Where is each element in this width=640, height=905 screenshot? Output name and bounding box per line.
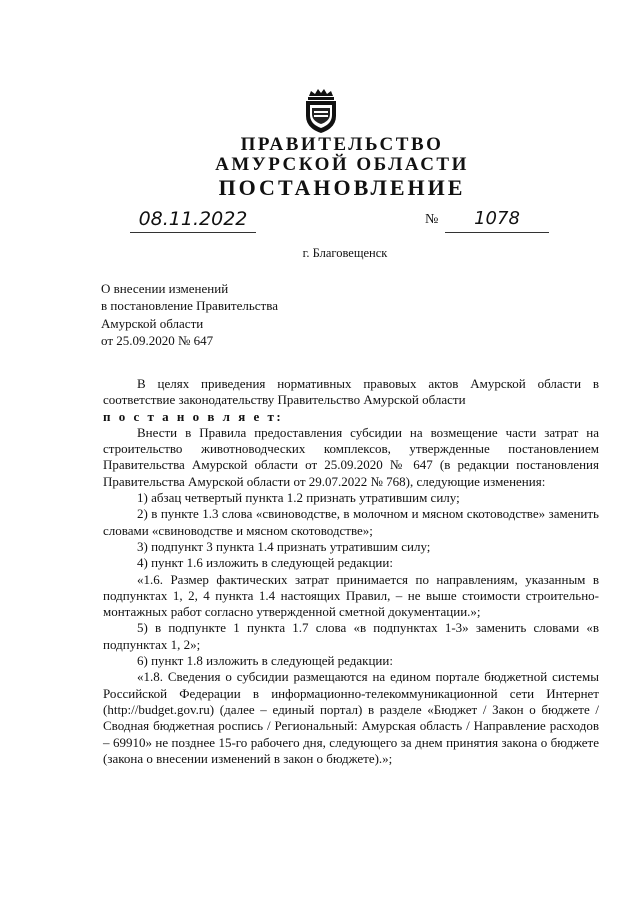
subject-line: в постановление Правительства <box>101 298 278 314</box>
city: г. Благовещенск <box>302 246 388 260</box>
document-number: 1078 <box>445 206 549 233</box>
main-paragraph: Внести в Правила предоставления субсидии на возмещение части затрат на строительство животноводческих комплексов, утвержденные постановлением Правительства Амурской области от 25.09.2020 № 647 (в редакции постановления Правительства Амурской области от 29.07.2022 № 768), следующие изменения: <box>103 424 599 489</box>
subject-line: О внесении изменений <box>101 281 229 296</box>
subject-line: от 25.09.2020 № 647 <box>101 332 214 348</box>
amendment-item-1: 1) абзац четвертый пункта 1.2 признать утратившим силу; <box>137 490 460 506</box>
document-type-title: ПОСТАНОВЛЕНИЕ <box>218 175 466 200</box>
document-date: 08.11.2022 <box>130 206 256 233</box>
intro-paragraph: В целях приведения нормативных правовых актов Амурской области в соответствие законодательству Правительство Амурской области <box>103 376 599 408</box>
coat-of-arms-icon <box>301 86 341 134</box>
org-line-1: ПРАВИТЕЛЬСТВО <box>240 134 444 155</box>
amendment-item-2: 2) в пункте 1.3 слова «свиноводстве, в молочном и мясном скотоводстве» заменить словами «свиноводстве и мясном скотоводстве»; <box>103 506 599 538</box>
amendment-item-6: 6) пункт 1.8 изложить в следующей редакции: <box>137 653 393 669</box>
decree-word: п о с т а н о в л я е т: <box>103 408 284 424</box>
document-body <box>103 376 599 767</box>
amendment-item-4-quote: «1.6. Размер фактических затрат принимается по направлениям, указанным в подпунктах 1, 2, 4 пункта 1.4 настоящих Правил, – не выше стоимости строительно-монтажных работ согласно утвержденной сметной документации.»; <box>103 571 599 620</box>
subject-block <box>101 280 278 349</box>
org-line-2: АМУРСКОЙ ОБЛАСТИ <box>215 154 469 175</box>
amendment-item-6-quote: «1.8. Сведения о субсидии размещаются на едином портале бюджетной системы Российской Федерации в информационно-телекоммуникационной сети Интернет (http://budget.gov.ru) (далее – единый портал) в разделе «Бюджет / Закон о бюджете / Сводная бюджетная роспись / Региональный: Амурская область / Направление расходов – 69910» не позднее 15-го рабочего дня, следующего за днем принятия закона о бюджете (закона о внесении изменений в закон о бюджете).»; <box>103 669 599 766</box>
amendment-item-5: 5) в подпункте 1 пункта 1.7 слова «в подпунктах 1-3» заменить словами «в подпунктах 1, 2»; <box>103 620 599 652</box>
number-label: № <box>425 212 439 227</box>
amendment-item-3: 3) подпункт 3 пункта 1.4 признать утратившим силу; <box>137 538 431 554</box>
amendment-item-4: 4) пункт 1.6 изложить в следующей редакции: <box>137 555 393 571</box>
subject-line: Амурской области <box>101 315 204 331</box>
